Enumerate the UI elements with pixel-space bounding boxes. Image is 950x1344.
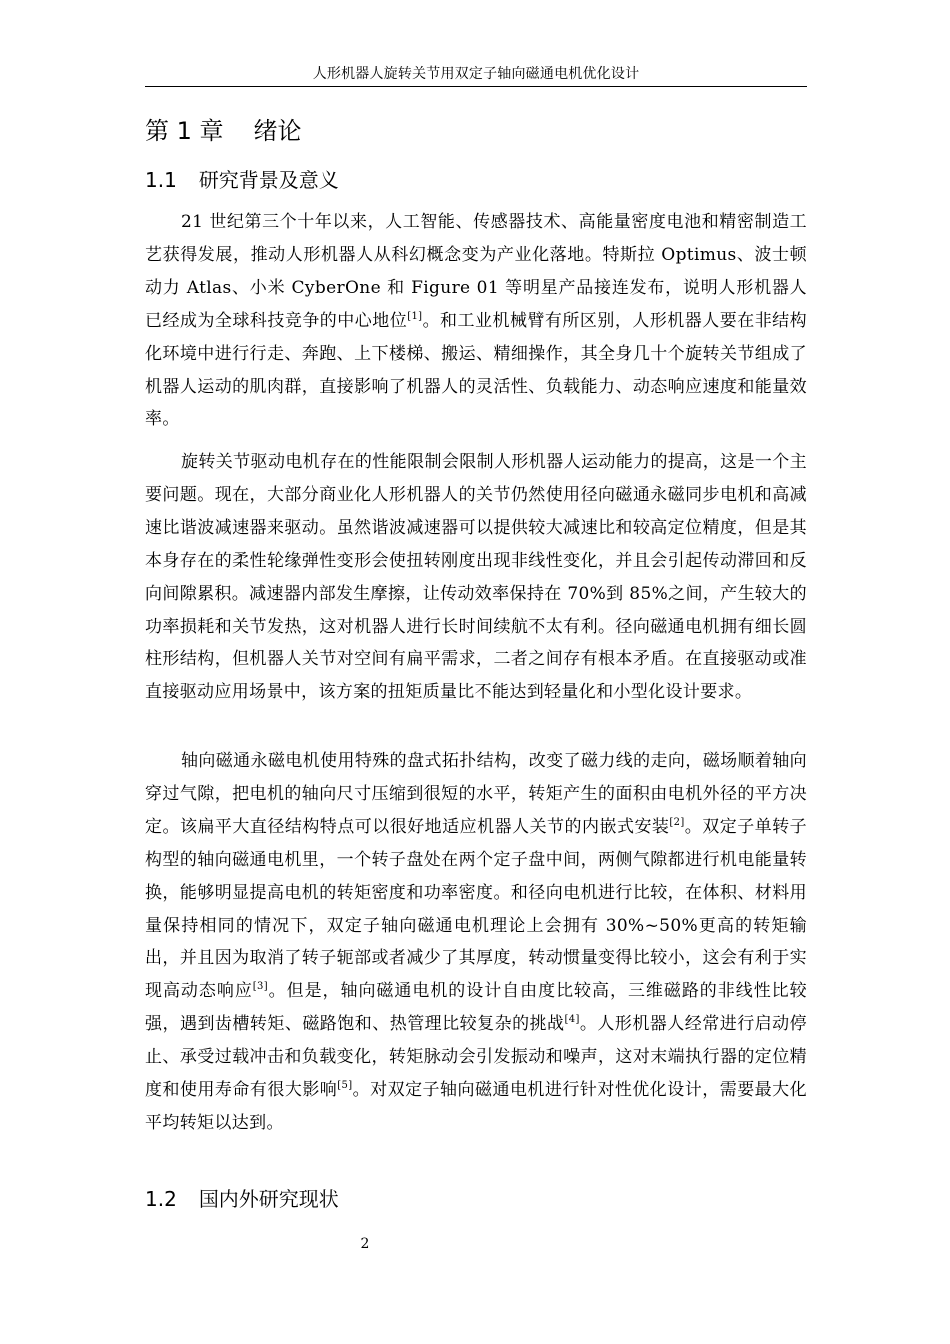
section-number: 1.2 <box>145 1187 177 1211</box>
citation-ref: [4] <box>564 1014 580 1026</box>
paragraph-text: 21 世纪第三个十年以来，人工智能、传感器技术、高能量密度电池和精密制造工艺获得发展，推动人形机器人从科幻概念变为产业化落地。特斯拉 Optimus、波士顿动力 Atlas、小米 CyberOne 和 Figure 01 等明星产品接连发布，说明人形机器人已经成为全球科技竞争的中心地位 <box>145 212 807 331</box>
paragraph-text: 。但是，轴向磁通电机的设计自由度比较高，三维磁路的非线性比较强，遇到齿槽转矩、磁路饱和、热管理比较复杂的挑战 <box>145 981 807 1035</box>
section-number: 1.1 <box>145 168 177 192</box>
section-heading-1-2 <box>145 1184 339 1214</box>
paragraph-text: 。双定子单转子构型的轴向磁通电机里，一个转子盘处在两个定子盘中间，两侧气隙都进行机电能量转换，能够明显提高电机的转矩密度和功率密度。和径向电机进行比较，在体积、材料用量保持相同的情况下，双定子轴向磁通电机理论上会拥有 30%~50%更高的转矩输出，并且因为取消了转子轭部或者减少了其厚度，转动惯量变得比较小，这会有利于实现高动态响应 <box>145 816 808 1002</box>
section-name: 研究背景及意义 <box>198 168 339 192</box>
paragraph-text: 轴向磁通永磁电机使用特殊的盘式拓扑结构，改变了磁力线的走向，磁场顺着轴向穿过气隙，把电机的轴向尺寸压缩到很短的水平，转矩产生的面积由电机外径的平方决定。该扁平大直径结构特点可以很好地适应机器人关节的内嵌式安装 <box>145 751 807 837</box>
paragraph-text: 。人形机器人经常进行启动停止、承受过载冲击和负载变化，转矩脉动会引发振动和噪声，这对末端执行器的定位精度和使用寿命有很大影响 <box>145 1014 807 1101</box>
body-paragraph <box>145 745 807 1140</box>
running-header: 人形机器人旋转关节用双定子轴向磁通电机优化设计 <box>312 66 640 82</box>
chapter-name: 绪论 <box>253 117 302 145</box>
paragraph-text: 旋转关节驱动电机存在的性能限制会限制人形机器人运动能力的提高，这是一个主要问题。现在，大部分商业化人形机器人的关节仍然使用径向磁通永磁同步电机和高减速比谐波减速器来驱动。虽然谐波减速器可以提供较大减速比和较高定位精度，但是其本身存在的柔性轮缘弹性变形会使扭转刚度出现非线性变化，并且会引起传动滞回和反向间隙累积。减速器内部发生摩擦，让传动效率保持在 70%到 85%之间，产生较大的功率损耗和关节发热，这对机器人进行长时间续航不太有利。径向磁通电机拥有细长圆柱形结构，但机器人关节对空间有扁平需求，二者之间存有根本矛盾。在直接驱动或准直接驱动应用场景中，该方案的扭矩质量比不能达到轻量化和小型化设计要求。 <box>145 452 807 703</box>
citation-ref: [3] <box>252 981 269 993</box>
chapter-title <box>145 113 302 149</box>
paragraph-text: 。和工业机械臂有所区别，人形机器人要在非结构化环境中进行行走、奔跑、上下楼梯、搬运、精细操作，其全身几十个旋转关节组成了机器人运动的肌肉群，直接影响了机器人的灵活性、负载能力、动态响应速度和能量效率。 <box>145 310 808 430</box>
section-name: 国内外研究现状 <box>198 1187 339 1211</box>
citation-ref: [2] <box>669 816 685 828</box>
header-rule <box>145 86 807 87</box>
paragraph-text: 。对双定子轴向磁通电机进行针对性优化设计，需要最大化平均转矩以达到。 <box>145 1080 807 1133</box>
citation-ref: [5] <box>337 1080 353 1092</box>
section-heading-1-1 <box>145 165 339 195</box>
body-paragraph <box>145 206 807 436</box>
document-page <box>145 0 807 1344</box>
citation-ref: [1] <box>407 310 423 322</box>
chapter-number: 第 1 章 <box>145 117 224 145</box>
body-paragraph <box>145 446 807 709</box>
page-number: 2 <box>360 1236 370 1252</box>
